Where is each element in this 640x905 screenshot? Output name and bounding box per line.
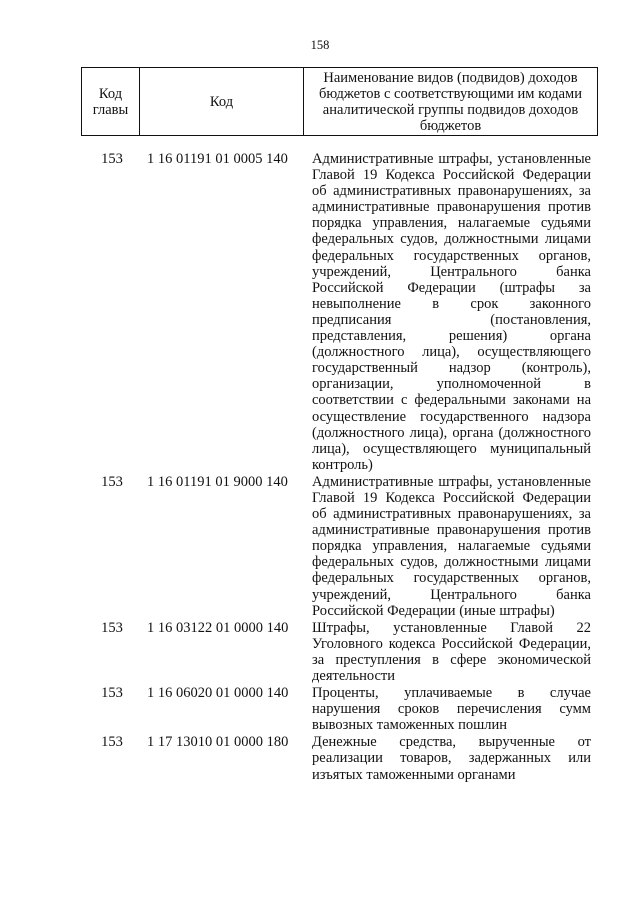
header-code (140, 68, 304, 136)
header-chapter-code-label: Код главы (92, 85, 129, 118)
description-cell: Денежные средства, вырученные от реализации товаров, задержанных или изъятых таможенными органами (312, 734, 591, 783)
revenue-code-cell: 1 17 13010 01 0000 180 (147, 734, 289, 751)
chapter-code-cell: 153 (101, 619, 123, 636)
revenue-code-cell: 1 16 03122 01 0000 140 (147, 619, 289, 636)
header-row (82, 68, 598, 136)
description-cell: Штрафы, установленные Главой 22 Уголовного кодекса Российской Федерации, за преступления в сфере экономической деятельности (312, 619, 591, 684)
chapter-code-cell: 153 (101, 734, 123, 751)
header-code-label: Код (209, 93, 234, 110)
table-row (81, 620, 597, 685)
chapter-code-cell: 153 (101, 685, 123, 702)
revenue-code-cell: 1 16 01191 01 9000 140 (147, 473, 288, 490)
revenue-code-cell: 1 16 01191 01 0005 140 (147, 151, 288, 167)
table-row (81, 151, 597, 474)
chapter-code-cell: 153 (101, 151, 123, 167)
header-name-label: Наименование видов (подвидов) доходов бюджетов с соответствующими им кодами аналитической группы подвидов доходов бюджетов (319, 69, 582, 134)
revenue-code-cell: 1 16 06020 01 0000 140 (147, 685, 289, 702)
page-number: 158 (310, 38, 330, 52)
description-cell: Проценты, уплачиваемые в случае нарушения сроков перечисления сумм вывозных таможенных пошлин (312, 685, 591, 734)
revenue-codes-table (81, 151, 597, 784)
header-name (304, 68, 598, 136)
chapter-code-cell: 153 (101, 473, 123, 490)
description-cell: Административные штрафы, установленные Главой 19 Кодекса Российской Федерации об административных правонарушениях, за административные правонарушения против порядка управления, налагаемые судьями федеральных судов, должностными лицами федеральных государственных органов, учреждений, Центрального банка Российской Федерации (штрафы за невыполнение в срок законного предписания (постановления, представления, решения) органа (должностного лица), осуществляющего государственный надзор (контроль), организации, уполномоченной в соответствии с федеральными законами на осуществление государственного надзора (должностного лица), органа (должностного лица), осуществляющего муниципальный контроль) (312, 151, 591, 473)
table-row (81, 474, 597, 620)
table-header (81, 67, 598, 136)
table-row (81, 734, 597, 783)
description-cell: Административные штрафы, установленные Главой 19 Кодекса Российской Федерации об административных правонарушениях, за административные правонарушения против порядка управления, налагаемые судьями федеральных судов, должностными лицами федеральных государственных органов, учреждений, Центрального банка Российской Федерации (иные штрафы) (312, 473, 591, 619)
table-row (81, 685, 597, 734)
header-chapter-code (82, 68, 140, 136)
